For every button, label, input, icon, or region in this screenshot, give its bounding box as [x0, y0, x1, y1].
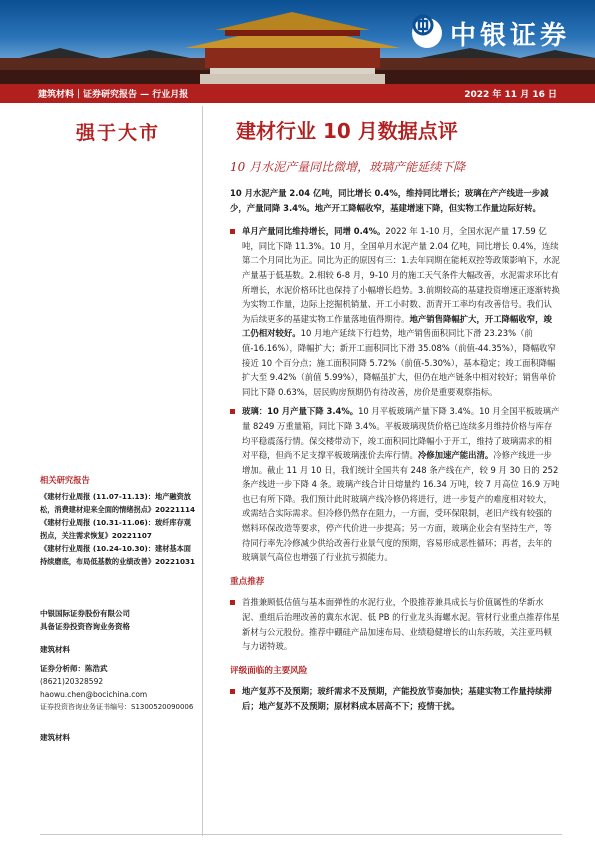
rating: 强于大市 — [76, 122, 161, 144]
header-banner — [0, 0, 595, 84]
bullet-cement — [230, 224, 560, 399]
recommend-item — [230, 595, 560, 653]
bullet-icon — [230, 409, 235, 414]
bullet-lead: 玻璃：10 月产量下降 3.4%。 — [242, 406, 359, 417]
related-reports-title: 相关研究报告 — [40, 475, 90, 485]
bullet-text: 2022 年 1-10 月，全国水泥产量 17.59 亿吨，同比下降 11.3%。10 月，全国单月水泥产量 2.04 亿吨，同比增长 0.4%，连续第二个月同比为正。同比为正的原因有三：1.去年同期在能耗双控等政策影响下，水泥产量基于低基数。2.相较 6-8 月，9-10 月的施工天气条件大幅改善，水泥需求环比有所增长，水泥价格环比也保持了小幅增长趋势。3.前期较高的基建投资增速正逐渐转换为实物工作量，边际上挖掘机销量、开工小时数、沥青开工率均有改善信号。我们认为后续更多的基建实物工作量落地值得期待。 — [242, 226, 560, 324]
analyst-name: 证券分析师：陈浩武 — [40, 664, 108, 673]
column-divider — [202, 106, 203, 836]
page-title: 建材行业 10 月数据点评 — [236, 119, 458, 143]
bullet-lead: 单月产量同比维持增长，同增 0.4%。 — [242, 226, 386, 237]
page-subtitle: 10 月水泥产量同比微增，玻璃产能延续下降 — [230, 160, 466, 174]
recommend-text: 首推兼顾低估值与基本面弹性的水泥行业，个股推荐兼具成长与价值属性的华新水泥、重组后治理改善的冀东水泥、低 PB 的行业龙头海螺水泥。管材行业重点推荐伟星新材与公元股份。推荐中硼硅产品加速布局、业绩稳健增长的山东药玻，关注亚玛顿与力诺特玻。 — [242, 597, 560, 652]
bullet-glass — [230, 404, 560, 565]
related-report-link[interactable]: 《建材行业周报 (11.07-11.13)：地产融资放松，消费建材迎来全面的情绪拐点》20221114 — [40, 492, 196, 514]
bullet-text: 10 月平板玻璃产量下降 3.4%。10 月全国平板玻璃产量 8249 万重量箱，同比下降 3.4%。平板玻璃现货价格已连续多月维持价格与库存均平稳震荡行情。保交楼带动下，竣工面积同比降幅小于开工，维持了玻璃需求的相对平稳，但尚不足支撑平板玻璃涨价去库行情。 — [242, 406, 560, 461]
category-bar — [0, 84, 595, 103]
brand-name: 中银证券 — [450, 20, 571, 51]
risk-item — [230, 684, 560, 713]
related-report-link[interactable]: 《建材行业周报 (10.24-10.30)：建材基本面持续磨底，布局低基数的业绩改善》20221031 — [40, 544, 196, 566]
sector-label-2: 建筑材料 — [40, 733, 70, 742]
analyst-cert: 证券投资咨询业务证书编号：S1300520090006 — [40, 703, 194, 711]
bullet-lead-2: 冷修加速产能出清。 — [417, 450, 494, 461]
recommend-heading: 重点推荐 — [230, 576, 265, 587]
risk-text: 地产复苏不及预期；玻纤需求不及预期，产能投放节奏加快；基建实物工作量持续滞后；地产复苏不及预期；原材料成本居高不下；疫情干扰。 — [242, 686, 552, 711]
company-info — [40, 607, 196, 633]
footer-divider — [40, 834, 562, 835]
risk-heading: 评级面临的主要风险 — [230, 665, 308, 676]
related-report-link[interactable]: 《建材行业周报 (10.31-11.06)：玻纤库存观拐点，关注需求恢复》20221107 — [40, 518, 191, 540]
qualification: 具备证券投资咨询业务资格 — [40, 622, 130, 631]
company-name: 中银国际证券股份有限公司 — [40, 609, 130, 618]
bullet-icon — [230, 689, 235, 694]
report-date: 2022 年 11 月 16 日 — [464, 90, 557, 100]
sector-label: 建筑材料 — [40, 645, 70, 654]
related-reports-list — [40, 490, 196, 568]
bullet-lead-2: 地产销售降幅扩大，开工降幅收窄，竣工仍相对较好。 — [242, 313, 552, 339]
analyst-info — [40, 662, 196, 714]
report-category: 建筑材料｜证券研究报告 — 行业月报 — [38, 90, 189, 100]
main-content — [230, 186, 560, 714]
analyst-email[interactable]: haowu.chen@bocichina.com — [40, 690, 148, 699]
bullet-icon — [230, 600, 235, 605]
bank-logo-icon — [412, 18, 442, 48]
bullet-text-2: 10 月地产延续下行趋势，地产销售面积同比下滑 23.23%（前值-16.16%），降幅扩大；新开工面积同比下滑 35.08%（前值-44.35%），降幅收窄接近 10 个百分点；施工面积同降 5.72%（前值-5.30%），基本稳定；竣工面积降幅扩大至 9.42%（前值 5.99%），降幅虽扩大，但仍在地产链条中相对较好；销售单价同比下降 0.63%，居民购房预期仍有待改善，房价是重要观察指标。 — [242, 328, 556, 397]
analyst-phone: (8621)20328592 — [40, 677, 104, 686]
summary: 10 月水泥产量 2.04 亿吨，同比增长 0.4%，维持同比增长；玻璃在产产线进一步减少，产量同降 3.4%。地产开工降幅收窄，基建增速下降，但实物工作量边际好转。 — [230, 188, 549, 213]
bullet-text-2: 冷修产线进一步增加。截止 11 月 10 日，我们统计全国共有 248 条产线在产，较 9 月 30 日的 252 条产线进一步下降 4 条。玻璃产线合计日熔量约 16.34 万吨，较 7 月高位 16.9 万吨也已有所下降。我们预计此时玻璃产线冷修仍将进行，进一步复产的难度相对较大，或需结合实际需求。但冷修仍然存在阻力，一方面，受环保限制，老旧产线有较强的燃料环保改造等要求，停产代价进一步提高；另一方面，玻璃企业会有坚持生产，等待同行率先冷修减少供给改善行业景气度的预期，容易形成恶性循环；再者，去年的玻璃景气高位也增强了行业抗亏损能力。 — [242, 450, 560, 563]
bullet-icon — [230, 229, 235, 234]
brand-logo — [412, 14, 587, 52]
